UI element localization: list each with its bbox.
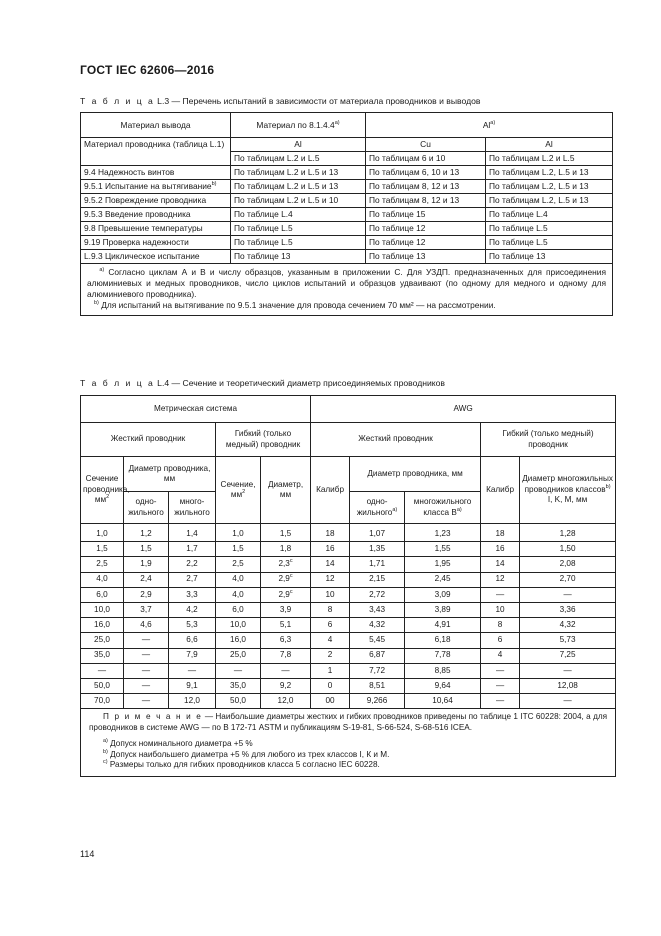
table-l4-cell: 2,7 [169,572,216,587]
table-row [81,694,616,709]
table-l4-notes [81,709,616,777]
table-l3-caption-prefix: Т а б л и ц а [80,96,155,106]
table-row [81,542,616,557]
table-l3-cell: Cu [366,138,486,152]
table-l4-cell: 5,45 [350,633,405,648]
table-l4-cell: 6,6 [169,633,216,648]
table-l4-cell: 6,18 [405,633,481,648]
table-l4-cell: 2 [311,648,350,663]
table-l3-cell: По таблице 13 [486,250,613,264]
table-l3-cell: По таблице L.5 [231,222,366,236]
table-l4-cell: 1 [311,663,350,678]
table-l3-caption-text: L.3 — Перечень испытаний в зависимости от материала проводников и выводов [154,96,481,106]
table-l3-cell: По таблицам 8, 12 и 13 [366,180,486,194]
table-l3-row-label: L.9.3 Циклическое испытание [81,250,231,264]
table-l4-cell: 1,35 [350,542,405,557]
table-l4-cell: 6,87 [350,648,405,663]
table-l4-cell: 00 [311,694,350,709]
table-l4-cell: 1,5 [81,542,124,557]
table-l4-head-single-awg: одно-жильного$^{a)}$ [350,492,405,524]
table-l4-cell: 4,91 [405,618,481,633]
table-l4-cell: 1,4 [169,524,216,542]
table-l4-footnote-a: $^{a)}$ Допуск номинального диаметра +5 % [103,738,253,749]
table-l4-cell: 12,08 [520,678,616,693]
table-l4-cell: 3,9 [261,602,311,617]
table-l3-notes-row [81,264,613,316]
table-l4-cell: 4,32 [350,618,405,633]
table-l4-cell: 6,0 [216,602,261,617]
table-l4-cell: 4,0 [216,572,261,587]
table-l4-head-rigid: Жесткий проводник [81,423,216,457]
table-l4-cell: 70,0 [81,694,124,709]
table-l4-cell: 4,6 [124,618,169,633]
table-l3-notes [81,264,613,316]
table-row [81,557,616,572]
table-l4-footnote-b: $^{b)}$ Допуск наибольшего диаметра +5 % для любого из трех классов I, К и М. [103,748,390,759]
table-l4-cell: 1,55 [405,542,481,557]
table-l3-cell: По таблицам L.2, L.5 и 13 [486,166,613,180]
table-l4-cell: 12,0 [261,694,311,709]
table-l4-cell: — [481,587,520,602]
table-l3-caption [80,96,480,106]
table-l4-cell: 14 [311,557,350,572]
table-l3-cell: По таблицам L.2 и L.5 и 10 [231,194,366,208]
table-l3-cell: По таблице L.5 [486,222,613,236]
table-l4-head-section2: Сечение, $мм^2$ [216,457,261,524]
table-l4-cell: 1,50 [520,542,616,557]
table-l3-row-label: 9.8 Превышение температуры [81,222,231,236]
table-l4-head-row3 [81,457,616,492]
table-l3-footnote-a: $^{a)}$ Согласно циклам А и В и числу образцов, указанным в приложении С. Для УЗДП. предназначенных для присоединения алюминиевых и медных проводников, число циклов испытаний и образцов удваивают (по одному для медного и одному для алюминиевого проводника). [87,267,606,299]
table-l4-cell: — [169,663,216,678]
table-l4-cell: 9,2 [261,678,311,693]
table-l4-cell: — [124,678,169,693]
table-l3-row-label: 9.19 Проверка надежности [81,236,231,250]
table-l4-head-single: одно-жильного [124,492,169,524]
page-number: 114 [80,849,95,859]
table-l3-cell: По таблицам L.2, L.5 и 13 [486,194,613,208]
table-l4-cell: 2,9$^c$ [261,572,311,587]
table-l4-footnote-c: $^{c)}$ Размеры только для гибких проводников класса 5 согласно IEC 60228. [103,759,380,770]
table-row [81,678,616,693]
table-l4-head-gauge2: Калибр [481,457,520,524]
table-l4-caption-text: L.4 — Сечение и теоретический диаметр присоединяемых проводников [154,378,445,388]
table-l4-cell: 1,23 [405,524,481,542]
table-l4-cell: 50,0 [216,694,261,709]
table-l4-cell: 16,0 [81,618,124,633]
table-l3-cell: По таблице L.4 [231,208,366,222]
table-l4-head-diameter-multi: Диаметр многожильных проводников классов$^{b)}$ I, K, M, мм [520,457,616,524]
table-l4-caption [80,378,445,388]
table-l4-head-flex: Гибкий (только медный) проводник [216,423,311,457]
table-l3-cell: По таблице 12 [366,236,486,250]
table-l4-head-diameter2: Диаметр, мм [261,457,311,524]
table-l4-head-row2 [81,423,616,457]
table-l4-cell: 35,0 [216,678,261,693]
table-l4-cell: 7,9 [169,648,216,663]
table-l4-cell: 0 [311,678,350,693]
table-l3-cell: По таблицам L.2 и L.5 и 13 [231,180,366,194]
table-l4-cell: 16 [311,542,350,557]
table-l4-cell: 2,70 [520,572,616,587]
table-l3-cell: Al [231,138,366,152]
table-l4-note: П р и м е ч а н и е — Наибольшие диаметры жестких и гибких проводников приведены по таблице 1 ITC 60228: 2004, а для проводников в системе AWG — по В 172-71 ASTM и публикациям S-19-81, S-66-524, S-68-516 ICEA. [89,712,608,732]
table-l4-cell: 3,09 [405,587,481,602]
table-l4-cell: — [81,663,124,678]
table-l4-cell: 3,36 [520,602,616,617]
table-l4-cell: 4,0 [81,572,124,587]
table-l4-cell: 10,0 [81,602,124,617]
table-row [81,194,613,208]
table-l4-cell: — [124,648,169,663]
table-l4-cell: — [216,663,261,678]
table-l4-cell: 2,9$^c$ [261,587,311,602]
table-l4-cell: 5,73 [520,633,616,648]
table-l4-cell: 1,7 [169,542,216,557]
table-l4-cell: 2,3$^c$ [261,557,311,572]
table-l4-cell: — [124,663,169,678]
table-l4-cell: 2,2 [169,557,216,572]
table-row [81,250,613,264]
table-l4-cell: 3,89 [405,602,481,617]
table-l4-head-gauge: Калибр [311,457,350,524]
table-l4-cell: 2,72 [350,587,405,602]
table-l4-cell: — [261,663,311,678]
table-l3-material-label: Материал проводника (таблица L.1) [81,138,231,166]
table-l4-head-multi: много-жильного [169,492,216,524]
table-l4-cell: 10 [311,587,350,602]
document-header: ГОСТ IEC 62606—2016 [80,63,215,77]
table-l3-cell: По таблицам 8, 12 и 13 [366,194,486,208]
table-l4-cell: 18 [481,524,520,542]
table-l4-cell: 10,64 [405,694,481,709]
table-l4-head-metric: Метрическая система [81,396,311,423]
table-l4-cell: 9,1 [169,678,216,693]
table-l4-cell: 1,8 [261,542,311,557]
table-row [81,648,616,663]
table-l4-head-section: Сечение проводника, $мм^2$ [81,457,124,524]
table-l4-cell: 3,7 [124,602,169,617]
table-l3-cell: По таблицам 6, 10 и 13 [366,166,486,180]
table-l4 [80,395,616,777]
table-l4-cell: 2,15 [350,572,405,587]
table-l4-cell: 1,5 [216,542,261,557]
table-l4-cell: 1,2 [124,524,169,542]
table-l3-cell: По таблицам L.2 и L.5 и 13 [231,166,366,180]
table-l4-cell: 2,08 [520,557,616,572]
table-l4-cell: 7,8 [261,648,311,663]
table-l3-cell: По таблице 13 [366,250,486,264]
table-l4-cell: 6,0 [81,587,124,602]
table-l3-head-terminal: Материал вывода [81,113,231,138]
table-l3-row-label: 9.5.3 Введение проводника [81,208,231,222]
table-l3-cell: По таблицам L.2 и L.5 [231,152,366,166]
table-l4-cell: 1,5 [261,524,311,542]
table-l3-cell: По таблицам L.2, L.5 и 13 [486,180,613,194]
table-l4-head-flex-awg: Гибкий (только медный) проводник [481,423,616,457]
table-l4-cell: 1,0 [216,524,261,542]
table-l4-body [81,524,616,709]
table-row [81,663,616,678]
table-l4-cell: — [520,694,616,709]
table-l4-cell: 50,0 [81,678,124,693]
table-l4-cell: 12 [481,572,520,587]
table-l4-cell: 2,45 [405,572,481,587]
table-l4-notes-row [81,709,616,777]
table-l3-footnote-b: $^{b)}$ Для испытаний на вытягивание по 9.5.1 значение для провода сечением 70 мм² — на рассмотрении. [93,300,496,310]
table-l4-cell: 25,0 [216,648,261,663]
table-l4-cell: 1,9 [124,557,169,572]
table-l4-cell: 12 [311,572,350,587]
table-l4-head-diameter: Диаметр проводника, мм [124,457,216,492]
table-l3 [80,112,613,316]
table-l4-cell: 1,5 [124,542,169,557]
table-l4-cell: 5,1 [261,618,311,633]
table-l4-cell: 8 [481,618,520,633]
table-l4-head-row1 [81,396,616,423]
table-l4-cell: 6 [311,618,350,633]
table-l4-cell: 2,5 [81,557,124,572]
table-l4-head-awg: AWG [311,396,616,423]
table-l4-cell: 8 [311,602,350,617]
table-l4-cell: 18 [311,524,350,542]
table-row [81,524,616,542]
table-l4-cell: 7,25 [520,648,616,663]
table-l3-row-label: 9.4 Надежность винтов [81,166,231,180]
table-row [81,602,616,617]
table-l3-head-material: Материал по 8.1.4.4$^{a)}$ [231,113,366,138]
table-l3-head-al: Al$^{a)}$ [366,113,613,138]
table-l3-cell: По таблице 15 [366,208,486,222]
table-l4-cell: 1,28 [520,524,616,542]
table-l3-cell: По таблице L.5 [486,236,613,250]
table-l4-cell: 14 [481,557,520,572]
table-l4-cell: 5,3 [169,618,216,633]
table-l4-head-multi-awg: многожильного класса $B^{a)}$ [405,492,481,524]
table-l4-caption-prefix: Т а б л и ц а [80,378,155,388]
table-l3-row-label: 9.5.1 Испытание на вытягивание$^{b)}$ [81,180,231,194]
table-l4-cell: 9,64 [405,678,481,693]
table-l3-cell: По таблице 12 [366,222,486,236]
table-l4-cell: 3,43 [350,602,405,617]
table-l4-cell: 4 [311,633,350,648]
table-l3-material-row [81,138,613,152]
table-l3-row-label: 9.5.2 Повреждение проводника [81,194,231,208]
table-l3-cell: По таблицам L.2 и L.5 [486,152,613,166]
table-l4-cell: 1,71 [350,557,405,572]
table-row [81,633,616,648]
table-l3-header-row [81,113,613,138]
table-l4-cell: 2,9 [124,587,169,602]
table-l4-cell: 35,0 [81,648,124,663]
table-l4-cell: 10,0 [216,618,261,633]
table-l4-cell: 8,51 [350,678,405,693]
table-l4-head-diameter-awg: Диаметр проводника, мм [350,457,481,492]
table-l4-cell: 3,3 [169,587,216,602]
table-l4-cell: 16 [481,542,520,557]
table-l3-cell: По таблице 13 [231,250,366,264]
table-l4-cell: 7,72 [350,663,405,678]
table-l4-head-rigid-awg: Жесткий проводник [311,423,481,457]
table-l4-cell: 12,0 [169,694,216,709]
table-l4-cell: 8,85 [405,663,481,678]
table-row [81,166,613,180]
table-l4-cell: 6 [481,633,520,648]
table-l4-cell: — [124,694,169,709]
table-row [81,618,616,633]
table-l4-cell: 6,3 [261,633,311,648]
table-l4-cell: — [481,694,520,709]
table-l3-cell: По таблице L.4 [486,208,613,222]
table-l3-cell: По таблице L.5 [231,236,366,250]
table-l4-cell: 7,78 [405,648,481,663]
table-row [81,180,613,194]
table-row [81,208,613,222]
table-l4-cell: 4,32 [520,618,616,633]
table-l4-cell: — [520,587,616,602]
table-l4-cell: 2,5 [216,557,261,572]
table-l4-cell: — [520,663,616,678]
table-l3-cell: По таблицам 6 и 10 [366,152,486,166]
table-row [81,222,613,236]
table-row [81,572,616,587]
table-l4-cell: 25,0 [81,633,124,648]
table-l4-cell: 4 [481,648,520,663]
table-l4-cell: 10 [481,602,520,617]
table-l4-cell: 4,2 [169,602,216,617]
table-l3-cell: Al [486,138,613,152]
table-l4-cell: 1,95 [405,557,481,572]
table-l4-cell: 1,07 [350,524,405,542]
table-row [81,587,616,602]
table-l4-cell: 1,0 [81,524,124,542]
table-l4-cell: 4,0 [216,587,261,602]
table-l4-cell: 9,266 [350,694,405,709]
table-l4-cell: — [124,633,169,648]
table-l4-cell: 16,0 [216,633,261,648]
table-l4-cell: — [481,663,520,678]
table-l4-cell: 2,4 [124,572,169,587]
table-l4-cell: — [481,678,520,693]
table-row [81,236,613,250]
